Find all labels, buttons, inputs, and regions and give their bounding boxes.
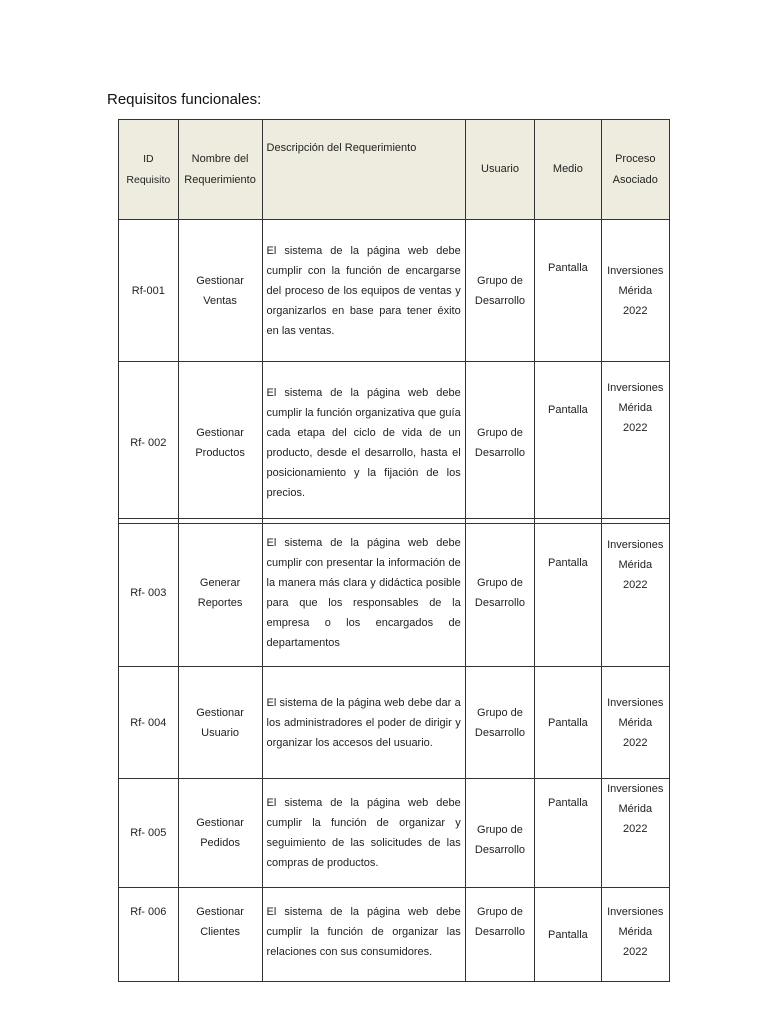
table-row [119, 362, 670, 524]
cell-medio: Pantalla [535, 220, 601, 362]
cell-description: El sistema de la página web debe cumplir la función organizativa que guía cada etapa del ciclo de vida de un producto, desde el desarrollo, hasta el posicionamiento y la fijación de los precios. [262, 362, 465, 524]
cell-description: El sistema de la página web debe cumplir la función de organizar y seguimiento de las solicitudes de las compras de productos. [262, 779, 465, 888]
cell-name: Gestionar Pedidos [178, 779, 262, 888]
cell-medio: Pantalla [535, 362, 601, 524]
cell-user: Grupo de Desarrollo [465, 519, 535, 667]
cell-medio: Pantalla [535, 667, 601, 779]
cell-process: Inversiones Mérida 2022 [601, 888, 669, 982]
cell-process: Inversiones Mérida 2022 [601, 667, 669, 779]
cell-user: Grupo de Desarrollo [465, 667, 535, 779]
table-row [119, 220, 670, 362]
cell-id: Rf- 006 [119, 888, 179, 982]
cell-name: Generar Reportes [178, 519, 262, 667]
table-header-row [119, 120, 670, 220]
cell-id: Rf-001 [119, 220, 179, 362]
table-row [119, 888, 670, 982]
cell-name: Gestionar Ventas [178, 220, 262, 362]
header-medio: Medio [535, 120, 601, 220]
cell-medio: Pantalla [535, 519, 601, 667]
cell-id: Rf- 005 [119, 779, 179, 888]
cell-description: El sistema de la página web debe cumplir con la función de encargarse del proceso de los equipos de ventas y organizarlos en base para tener éxito en las ventas. [262, 220, 465, 362]
cell-user: Grupo de Desarrollo [465, 220, 535, 362]
cell-process: Inversiones Mérida 2022 [601, 519, 669, 667]
cell-user: Grupo de Desarrollo [465, 888, 535, 982]
cell-description: El sistema de la página web debe dar a los administradores el poder de dirigir y organizar los accesos del usuario. [262, 667, 465, 779]
cell-id: Rf- 003 [119, 519, 179, 667]
cell-id: Rf- 002 [119, 362, 179, 524]
cell-name: Gestionar Productos [178, 362, 262, 524]
header-id: ID Requisito [119, 120, 179, 220]
requirements-table-2 [118, 518, 670, 982]
cell-medio: Pantalla [535, 779, 601, 888]
cell-name: Gestionar Clientes [178, 888, 262, 982]
requirements-table-1 [118, 119, 670, 524]
header-name: Nombre del Requerimiento [178, 120, 262, 220]
cell-process: Inversiones Mérida 2022 [601, 362, 669, 524]
cell-process: Inversiones Mérida 2022 [601, 220, 669, 362]
cell-user: Grupo de Desarrollo [465, 362, 535, 524]
page-title: Requisitos funcionales: [107, 91, 262, 108]
header-description: Descripción del Requerimiento [262, 120, 465, 220]
cell-process: Inversiones Mérida 2022 [601, 779, 669, 888]
header-user: Usuario [465, 120, 535, 220]
table-row [119, 779, 670, 888]
cell-description: El sistema de la página web debe cumplir con presentar la información de la manera más clara y didáctica posible para que los responsables de la empresa o los encargados de departamentos [262, 519, 465, 667]
table-row [119, 667, 670, 779]
cell-medio: Pantalla [535, 888, 601, 982]
cell-id: Rf- 004 [119, 667, 179, 779]
table-row [119, 519, 670, 667]
cell-description: El sistema de la página web debe cumplir la función de organizar las relaciones con sus consumidores. [262, 888, 465, 982]
cell-name: Gestionar Usuario [178, 667, 262, 779]
header-process: Proceso Asociado [601, 120, 669, 220]
cell-user: Grupo de Desarrollo [465, 779, 535, 888]
